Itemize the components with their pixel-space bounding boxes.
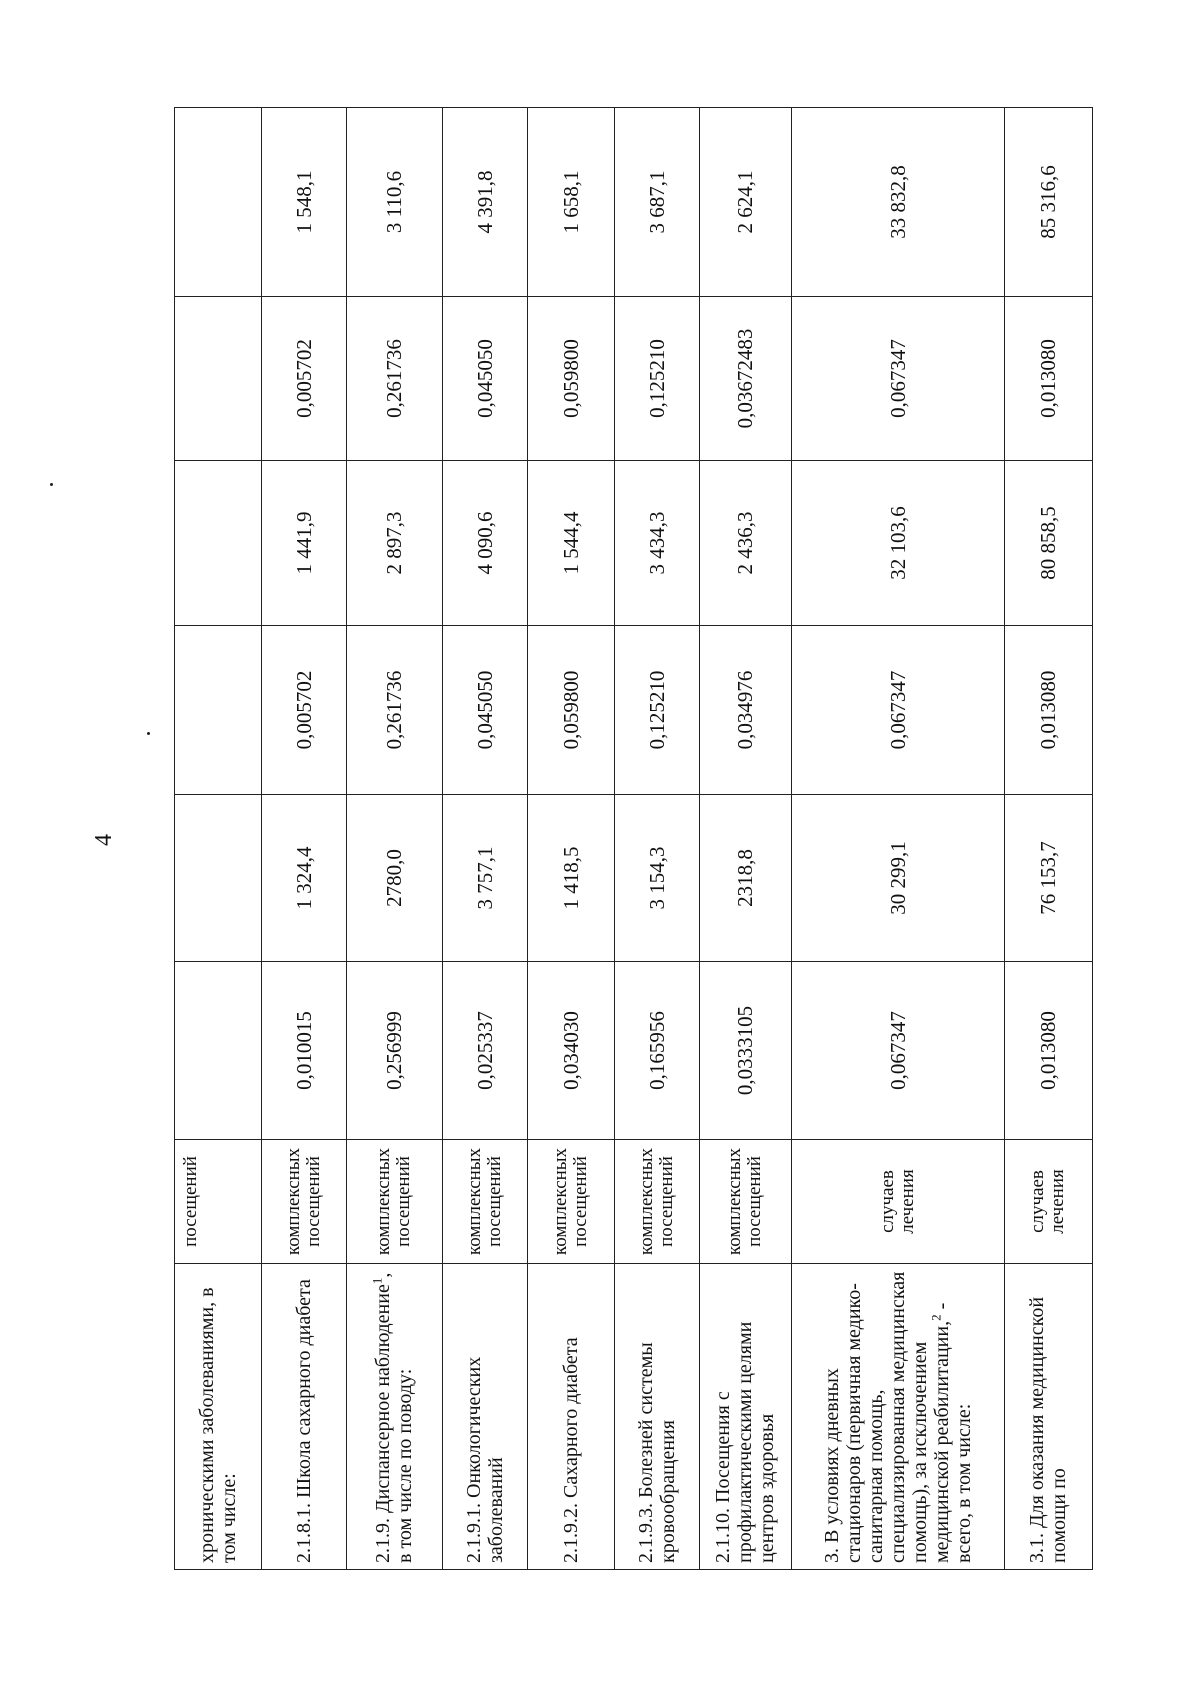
row-name: 2.1.8.1. Школа сахарного диабета bbox=[262, 1264, 347, 1570]
value-cell: 0,059800 bbox=[527, 297, 614, 461]
row-name: 3.1. Для оказания медицинской помощи по bbox=[1004, 1264, 1092, 1570]
value-cell: 76 153,7 bbox=[1004, 795, 1092, 962]
value-cell bbox=[175, 962, 262, 1140]
row-name bbox=[346, 1264, 442, 1570]
footnote-marker: 2 bbox=[928, 1314, 944, 1321]
row-name bbox=[792, 1264, 1005, 1570]
value-cell: 0,025337 bbox=[442, 962, 527, 1140]
value-cell: 2 436,3 bbox=[699, 461, 792, 626]
value-cell: 0,010015 bbox=[262, 962, 347, 1140]
value-cell: 3 687,1 bbox=[614, 108, 699, 297]
value-cell: 0,005702 bbox=[262, 626, 347, 795]
value-cell bbox=[175, 461, 262, 626]
row-name: 2.1.9.3. Болезней системы кровообращения bbox=[614, 1264, 699, 1570]
table-row bbox=[792, 108, 1005, 1570]
value-cell: 0,013080 bbox=[1004, 297, 1092, 461]
row-unit: комплексных посещений bbox=[442, 1140, 527, 1264]
value-cell: 1 418,5 bbox=[527, 795, 614, 962]
row-unit: случаев лечения bbox=[792, 1140, 1005, 1264]
row-name-text-after: , в том числе по поводу: bbox=[372, 1272, 417, 1563]
row-unit: комплексных посещений bbox=[699, 1140, 792, 1264]
row-name: хроническими заболеваниями, в том числе: bbox=[175, 1264, 262, 1570]
value-cell: 0,013080 bbox=[1004, 962, 1092, 1140]
row-unit: посещений bbox=[175, 1140, 262, 1264]
value-cell: 0,045050 bbox=[442, 297, 527, 461]
value-cell: 0,013080 bbox=[1004, 626, 1092, 795]
table-row bbox=[699, 108, 792, 1570]
value-cell: 4 391,8 bbox=[442, 108, 527, 297]
value-cell: 1 324,4 bbox=[262, 795, 347, 962]
value-cell: 0,045050 bbox=[442, 626, 527, 795]
value-cell: 0,034030 bbox=[527, 962, 614, 1140]
value-cell: 0,256999 bbox=[346, 962, 442, 1140]
table-row bbox=[442, 108, 527, 1570]
table-row bbox=[527, 108, 614, 1570]
footnote-marker: 1 bbox=[369, 1277, 385, 1285]
value-cell: 80 858,5 bbox=[1004, 461, 1092, 626]
value-cell: 3 154,3 bbox=[614, 795, 699, 962]
value-cell: 1 658,1 bbox=[527, 108, 614, 297]
value-cell: 0,0333105 bbox=[699, 962, 792, 1140]
value-cell: 0,165956 bbox=[614, 962, 699, 1140]
value-cell bbox=[175, 108, 262, 297]
table-row bbox=[262, 108, 347, 1570]
value-cell: 33 832,8 bbox=[792, 108, 1005, 297]
value-cell bbox=[175, 297, 262, 461]
row-unit: случаев лечения bbox=[1004, 1140, 1092, 1264]
page-number: 4 bbox=[91, 834, 117, 846]
table-row bbox=[614, 108, 699, 1570]
value-cell: 0,125210 bbox=[614, 626, 699, 795]
rotated-table-container bbox=[174, 108, 1093, 1570]
value-cell: 0,034976 bbox=[699, 626, 792, 795]
table-row bbox=[175, 108, 262, 1570]
value-cell: 0,03672483 bbox=[699, 297, 792, 461]
value-cell: 0,067347 bbox=[792, 297, 1005, 461]
row-name: 2.1.10. Посещения с профилактическими целями центров здоровья bbox=[699, 1264, 792, 1570]
value-cell: 0,059800 bbox=[527, 626, 614, 795]
row-unit: комплексных посещений bbox=[262, 1140, 347, 1264]
value-cell bbox=[175, 626, 262, 795]
value-cell: 3 434,3 bbox=[614, 461, 699, 626]
value-cell bbox=[175, 795, 262, 962]
value-cell: 4 090,6 bbox=[442, 461, 527, 626]
medical-care-table bbox=[174, 107, 1093, 1570]
row-name: 2.1.9.1. Онкологических заболеваний bbox=[442, 1264, 527, 1570]
value-cell: 32 103,6 bbox=[792, 461, 1005, 626]
row-name-text: 3. В условиях дневных стационаров (первичная медико-санитарная помощь, специализированная медицинская помощь), за исключением медицинской реабилитации, bbox=[820, 1271, 953, 1563]
value-cell: 2318,8 bbox=[699, 795, 792, 962]
value-cell: 85 316,6 bbox=[1004, 108, 1092, 297]
value-cell: 3 757,1 bbox=[442, 795, 527, 962]
row-unit: комплексных посещений bbox=[614, 1140, 699, 1264]
value-cell: 1 548,1 bbox=[262, 108, 347, 297]
value-cell: 2 624,1 bbox=[699, 108, 792, 297]
row-name: 2.1.9.2. Сахарного диабета bbox=[527, 1264, 614, 1570]
value-cell: 3 110,6 bbox=[346, 108, 442, 297]
value-cell: 2780,0 bbox=[346, 795, 442, 962]
value-cell: 1 544,4 bbox=[527, 461, 614, 626]
value-cell: 0,067347 bbox=[792, 962, 1005, 1140]
table-row bbox=[346, 108, 442, 1570]
value-cell: 30 299,1 bbox=[792, 795, 1005, 962]
row-name-text-after: - всего, в том числе: bbox=[930, 1302, 975, 1563]
table-rotation-frame bbox=[174, 108, 1093, 1570]
table-row bbox=[1004, 108, 1092, 1570]
value-cell: 0,067347 bbox=[792, 626, 1005, 795]
value-cell: 2 897,3 bbox=[346, 461, 442, 626]
value-cell: 0,125210 bbox=[614, 297, 699, 461]
scan-speck bbox=[147, 732, 150, 735]
scan-speck bbox=[50, 483, 53, 486]
value-cell: 0,261736 bbox=[346, 297, 442, 461]
value-cell: 0,005702 bbox=[262, 297, 347, 461]
row-name-text: 2.1.9. Диспансерное наблюдение bbox=[372, 1284, 395, 1563]
value-cell: 1 441,9 bbox=[262, 461, 347, 626]
row-unit: комплексных посещений bbox=[346, 1140, 442, 1264]
row-unit: комплексных посещений bbox=[527, 1140, 614, 1264]
value-cell: 0,261736 bbox=[346, 626, 442, 795]
